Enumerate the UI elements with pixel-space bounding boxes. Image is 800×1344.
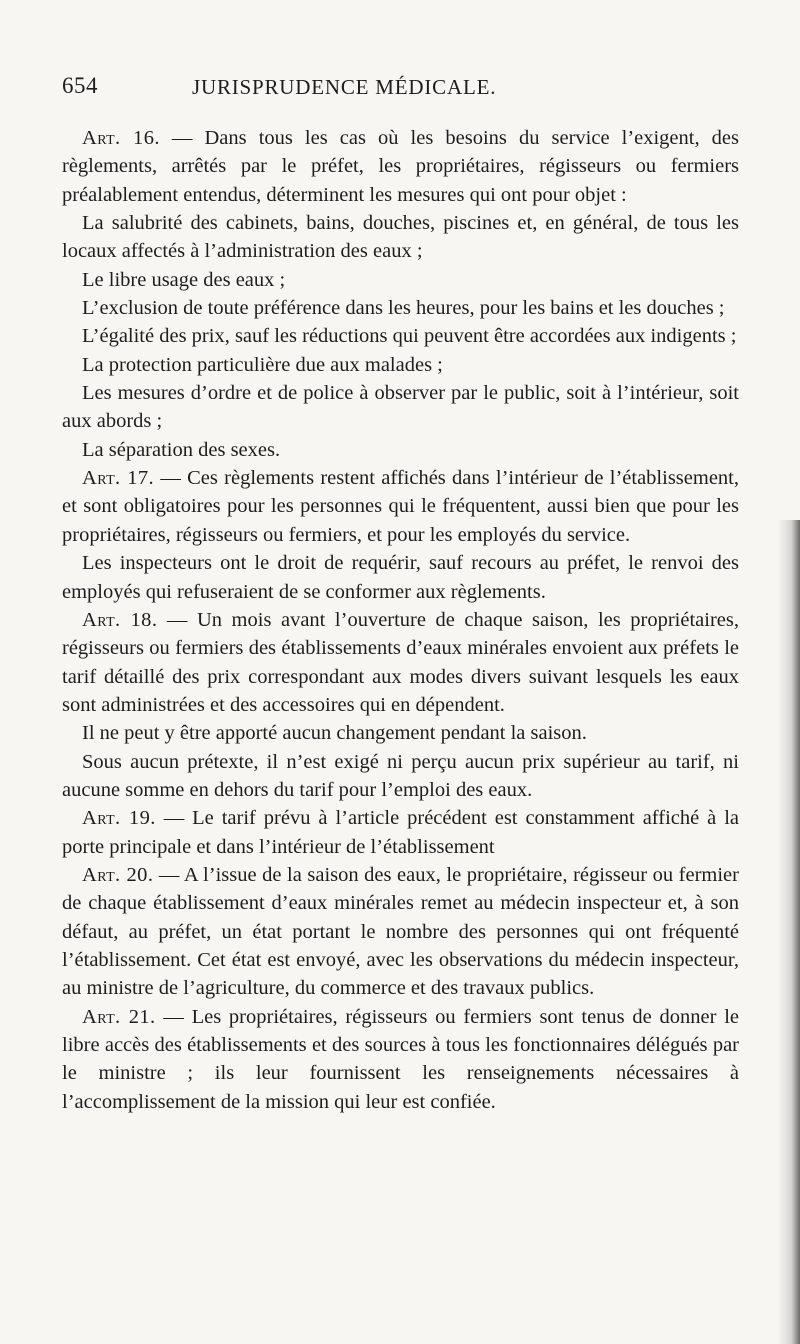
page-header bbox=[62, 73, 742, 103]
body-text bbox=[62, 124, 739, 1116]
paragraph bbox=[62, 266, 739, 294]
paragraph-art-21 bbox=[62, 1003, 739, 1116]
paragraph-text: — Les propriétaires, régisseurs ou fermiers sont tenus de donner le libre accès des établissements et des sources à tous les fonctionnaires délégués par le ministre ; ils leur fournissent les renseignements nécessaires à l’accomplissement de la mission qui leur est confiée. bbox=[62, 1005, 739, 1113]
article-label: Art. 21. bbox=[82, 1005, 156, 1028]
paragraph bbox=[62, 322, 739, 350]
paragraph-text: — Ces règlements restent affichés dans l’intérieur de l’établissement, et sont obligatoires pour les personnes qui le fréquentent, aussi bien que pour les propriétaires, régisseurs ou fermiers, et pour les employés du service. bbox=[62, 467, 739, 546]
paragraph-text: La protection particulière due aux malades ; bbox=[82, 353, 443, 376]
paragraph bbox=[62, 379, 739, 436]
paragraph bbox=[62, 748, 739, 805]
paragraph-text: Les inspecteurs ont le droit de requérir, sauf recours au préfet, le renvoi des employés qui refuseraient de se conformer aux règlements. bbox=[62, 552, 739, 603]
paragraph-text: Sous aucun prétexte, il n’est exigé ni perçu aucun prix supérieur au tarif, ni aucune somme en dehors du tarif pour l’emploi des eaux. bbox=[62, 750, 739, 801]
article-label: Art. 18. bbox=[82, 608, 158, 631]
paragraph-text: Il ne peut y être apporté aucun changement pendant la saison. bbox=[82, 722, 587, 745]
paragraph-text: Le libre usage des eaux ; bbox=[82, 268, 286, 291]
paragraph-text: — Le tarif prévu à l’article précédent est constamment affiché à la porte principale et dans l’intérieur de l’établissement bbox=[62, 807, 739, 858]
paragraph-text: — A l’issue de la saison des eaux, le propriétaire, régisseur ou fermier de chaque établissement d’eaux minérales remet au médecin inspecteur et, à son défaut, au préfet, un état portant le nombre des personnes qui ont fréquenté l’établissement. Cet état est envoyé, avec les observations du médecin inspecteur, au ministre de l’agriculture, du commerce et des travaux publics. bbox=[62, 863, 739, 1000]
article-label: Art. 16. bbox=[82, 127, 160, 149]
paragraph bbox=[62, 549, 739, 606]
paragraph-text: — Un mois avant l’ouverture de chaque saison, les propriétaires, régisseurs ou fermiers des établissements d’eaux minérales envoient aux préfets le tarif détaillé des prix correspondant aux modes divers suivant lesquels les eaux sont administrées et des accessoires qui en dépendent. bbox=[62, 608, 739, 716]
paragraph-art-16 bbox=[62, 124, 739, 209]
paragraph-text: L’égalité des prix, sauf les réductions qui peuvent être accordées aux indigents ; bbox=[82, 325, 737, 348]
running-head: JURISPRUDENCE MÉDICALE. bbox=[192, 75, 497, 99]
paragraph-text: L’exclusion de toute préférence dans les heures, pour les bains et les douches ; bbox=[82, 297, 725, 320]
paragraph-art-18 bbox=[62, 606, 739, 719]
paragraph bbox=[62, 351, 739, 379]
paragraph-text: La séparation des sexes. bbox=[82, 438, 281, 461]
paragraph-text: Les mesures d’ordre et de police à observer par le public, soit à l’intérieur, soit aux abords ; bbox=[62, 382, 739, 433]
paragraph-text: — Dans tous les cas où les besoins du service l’exigent, des règlements, arrêtés par le préfet, les propriétaires, régisseurs ou fermiers préalablement entendus, déterminent les mesures qui ont pour objet : bbox=[62, 127, 739, 206]
paragraph bbox=[62, 209, 739, 266]
paragraph-art-19 bbox=[62, 804, 739, 861]
paragraph-art-20 bbox=[62, 861, 739, 1003]
article-label: Art. 17. bbox=[82, 467, 155, 490]
article-label: Art. 19. bbox=[82, 807, 156, 830]
page-edge-shadow bbox=[778, 520, 800, 1344]
page-number: 654 bbox=[62, 73, 98, 98]
paragraph bbox=[62, 436, 739, 464]
paragraph bbox=[62, 719, 739, 747]
paragraph bbox=[62, 294, 739, 322]
paragraph-text: La salubrité des cabinets, bains, douches, piscines et, en général, de tous les locaux affectés à l’administration des eaux ; bbox=[62, 212, 739, 263]
article-label: Art. 20. bbox=[82, 863, 154, 886]
paragraph-art-17 bbox=[62, 464, 739, 549]
